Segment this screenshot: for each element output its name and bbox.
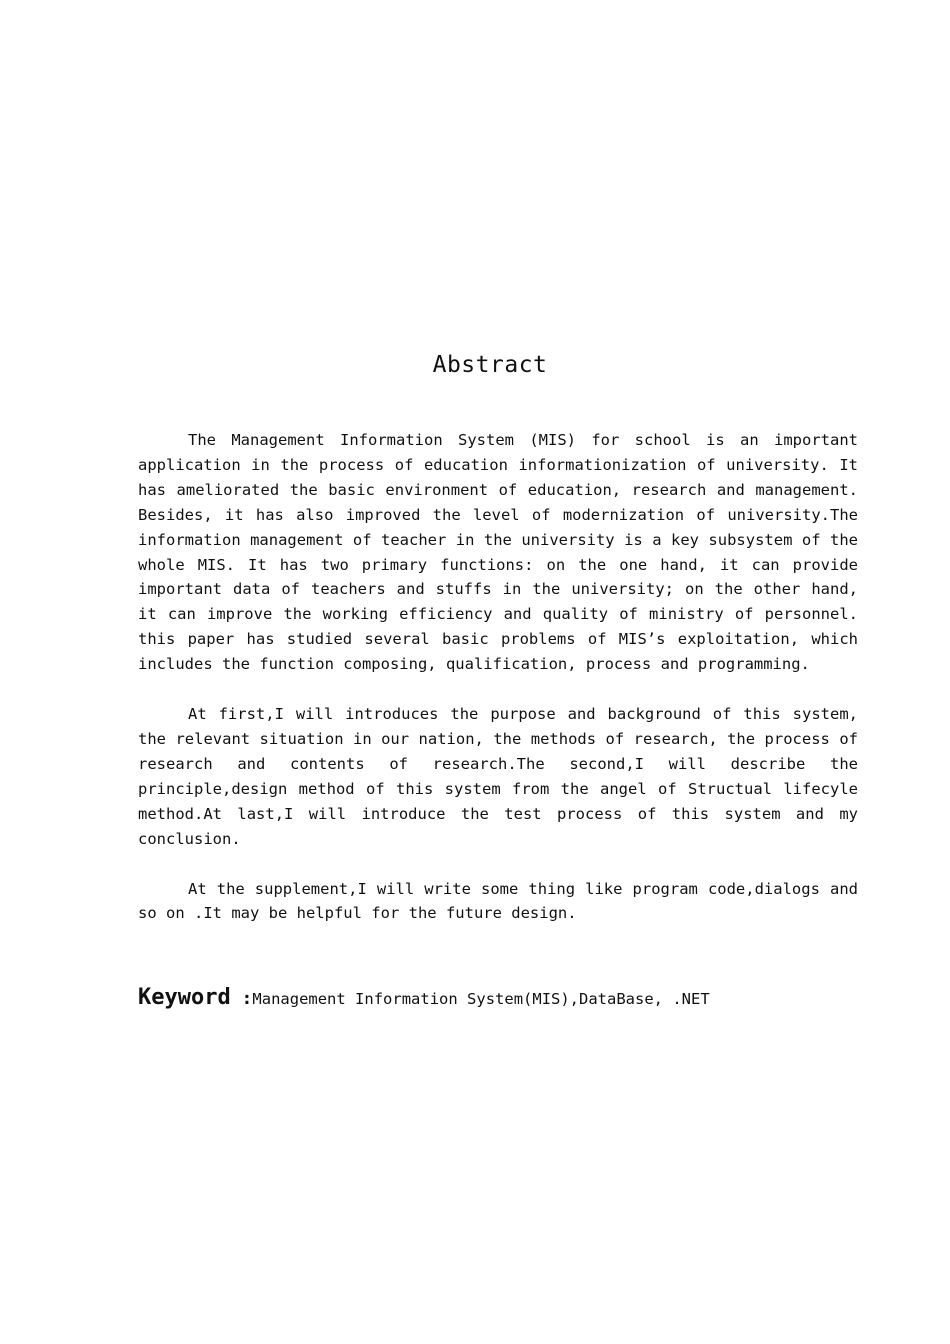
keyword-separator: : [230, 988, 253, 1009]
abstract-title: Abstract [432, 352, 548, 378]
abstract-paragraph-3: At the supplement,I will write some thing like program code,dialogs and so on .It may be helpful for the future design. [138, 879, 858, 923]
keyword-text: Management Information System(MIS),DataBase, .NET [252, 990, 710, 1008]
keyword-label: Keyword [138, 985, 231, 1010]
abstract-paragraph-1: The Management Information System (MIS) for school is an important application in the process of education informationization of university. It has ameliorated the basic environment of education, research and management. Besides, it has also improved the level of modernization of university.The information management of teacher in the university is a key subsystem of the whole MIS. It has two primary functions: on the one hand, it can provide important data of teachers and stuffs in the university; on the other hand, it can improve the working efficiency and quality of ministry of personnel. this paper has studied several basic problems of MIS’s exploitation, which includes the function composing, qualification, process and programming. [138, 431, 858, 674]
abstract-body [138, 428, 858, 951]
abstract-paragraph-2: At first,I will introduces the purpose and background of this system, the relevant situation in our nation, the methods of research, the process of research and contents of research.The second,I will describe the principle,design method of this system from the angel of Structual lifecyle method.At last,I will introduce the test process of this system and my conclusion. [138, 705, 858, 848]
keyword-line [138, 985, 858, 1010]
